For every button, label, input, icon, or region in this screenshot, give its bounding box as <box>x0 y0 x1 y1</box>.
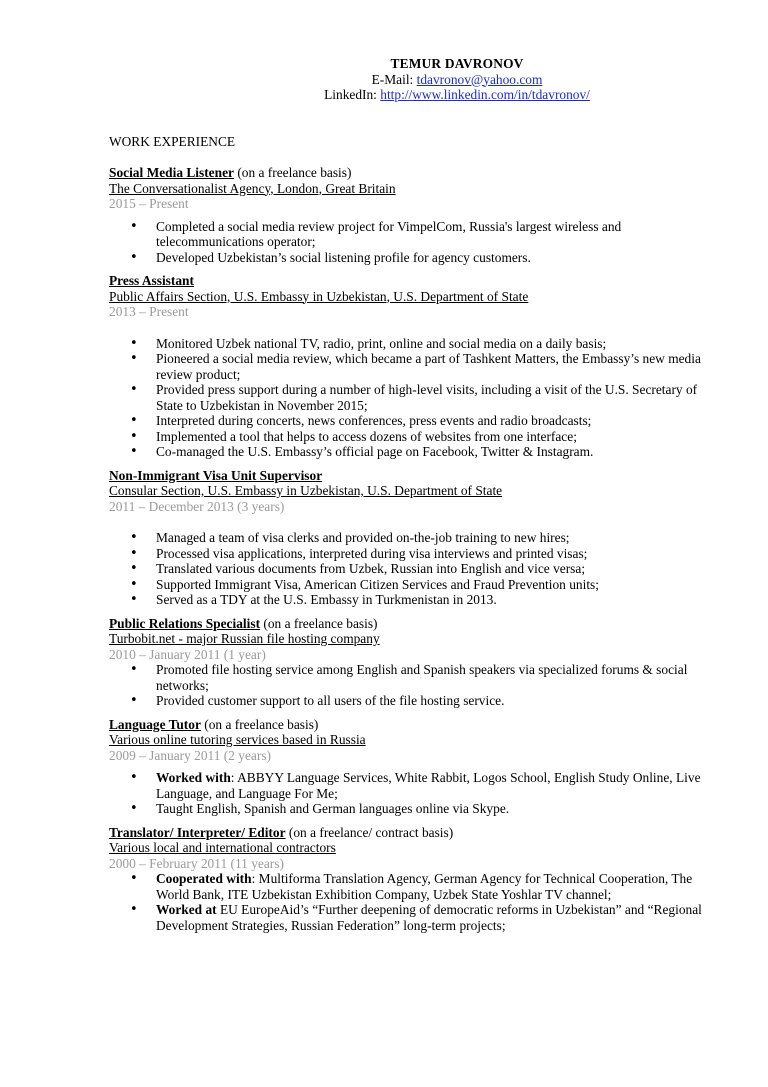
job-entry <box>109 825 715 934</box>
bullet-item: • Monitored Uzbek national TV, radio, print, online and social media on a daily basis; <box>109 336 715 352</box>
job-dates: 2010 – January 2011 (1 year) <box>109 646 266 662</box>
bullet-item: • Pioneered a social media review, which became a part of Tashkent Matters, the Embassy’s new media review product; <box>109 351 715 382</box>
job-organization: The Conversationalist Agency, London, Great Britain <box>109 180 396 196</box>
linkedin-line <box>199 87 715 103</box>
bullet-item: • Implemented a tool that helps to access dozens of websites from one interface; <box>109 429 715 445</box>
bullet-item <box>109 902 715 933</box>
bullet-item: • Processed visa applications, interpreted during visa interviews and printed visas; <box>109 546 715 562</box>
job-basis-note: (on a freelance basis) <box>233 165 352 180</box>
linkedin-label: LinkedIn: <box>324 87 377 102</box>
job-entry <box>109 616 715 709</box>
candidate-name: TEMUR DAVRONOV <box>390 56 524 71</box>
job-list <box>109 165 715 933</box>
job-title-line <box>109 825 715 841</box>
job-dates: 2013 – Present <box>109 304 189 319</box>
job-organization: Turbobit.net - major Russian file hosting company <box>109 631 380 646</box>
job-organization: Various local and international contractors <box>109 840 336 855</box>
resume-page <box>109 56 715 941</box>
bullet-text: EU EuropeAid’s “Further deepening of democratic reforms in Uzbekistan” and “Regional Development Strategies, Russian Federation” long-term projects; <box>156 902 702 933</box>
job-organization: Various online tutoring services based in Russia <box>109 732 366 747</box>
job-bullet-list <box>109 662 715 709</box>
job-title-line <box>109 273 715 289</box>
job-title-line <box>109 165 715 181</box>
job-dates: 2009 – January 2011 (2 years) <box>109 747 272 763</box>
bullet-item: • Completed a social media review project for VimpelCom, Russia's largest wireless and telecommunications operator; <box>109 219 715 250</box>
job-role: Non-Immigrant Visa Unit Supervisor <box>109 467 323 483</box>
job-bullet-list <box>109 336 715 460</box>
bullet-item <box>109 770 715 801</box>
bullet-item <box>109 871 715 902</box>
email-label: E-Mail: <box>371 71 414 87</box>
email-line <box>199 72 715 88</box>
bullet-item: • Provided customer support to all users of the file hosting service. <box>109 693 715 709</box>
bullet-lead: Worked at <box>156 902 217 917</box>
job-entry <box>109 468 715 608</box>
job-entry <box>109 717 715 817</box>
job-dates: 2000 – February 2011 (11 years) <box>109 855 284 871</box>
job-entry <box>109 165 715 265</box>
job-title-line <box>109 717 715 733</box>
bullet-item: • Developed Uzbekistan’s social listening profile for agency customers. <box>109 250 715 266</box>
bullet-item: • Supported Immigrant Visa, American Citizen Services and Fraud Prevention units; <box>109 577 715 593</box>
job-bullet-list <box>109 219 715 266</box>
bullet-lead: Worked with <box>156 770 231 785</box>
job-basis-note: (on a freelance/ contract basis) <box>285 824 454 840</box>
bullet-item: • Served as a TDY at the U.S. Embassy in Turkmenistan in 2013. <box>109 592 715 608</box>
job-bullet-list <box>109 770 715 817</box>
linkedin-link[interactable]: http://www.linkedin.com/in/tdavronov/ <box>380 87 590 102</box>
bullet-item: • Taught English, Spanish and German languages online via Skype. <box>109 801 715 817</box>
job-role: Translator/ Interpreter/ Editor <box>109 824 286 840</box>
section-title: WORK EXPERIENCE <box>109 133 236 149</box>
job-organization: Consular Section, U.S. Embassy in Uzbekistan, U.S. Department of State <box>109 483 503 498</box>
job-title-line <box>109 616 715 632</box>
job-role: Language Tutor <box>109 716 201 732</box>
bullet-item: • Provided press support during a number of high-level visits, including a visit of the U.S. Secretary of State to Uzbekistan in November 2015; <box>109 382 715 413</box>
bullet-item: • Promoted file hosting service among English and Spanish speakers via specialized forums & social networks; <box>109 662 715 693</box>
job-basis-note: (on a freelance basis) <box>260 615 378 631</box>
job-role: Public Relations Specialist <box>109 615 261 631</box>
job-basis-note: (on a freelance basis) <box>200 716 319 732</box>
job-dates: 2011 – December 2013 (3 years) <box>109 498 285 514</box>
job-dates: 2015 – Present <box>109 196 189 211</box>
resume-header <box>199 56 715 103</box>
bullet-text: : Multiforma Translation Agency, German Agency for Technical Cooperation, The World Bank, ITE Uzbekistan Exhibition Company, Uzbek State Yoshlar TV channel; <box>156 871 693 902</box>
job-bullet-list <box>109 530 715 608</box>
bullet-item: • Co-managed the U.S. Embassy’s official page on Facebook, Twitter & Instagram. <box>109 444 715 460</box>
job-role: Social Media Listener <box>109 165 234 180</box>
email-link[interactable]: tdavronov@yahoo.com <box>416 71 543 87</box>
job-title-line <box>109 468 715 484</box>
job-role: Press Assistant <box>109 273 194 288</box>
job-bullet-list <box>109 871 715 933</box>
job-organization: Public Affairs Section, U.S. Embassy in Uzbekistan, U.S. Department of State <box>109 288 529 304</box>
bullet-lead: Cooperated with <box>156 871 252 886</box>
bullet-item: • Interpreted during concerts, news conferences, press events and radio broadcasts; <box>109 413 715 429</box>
bullet-item: • Translated various documents from Uzbek, Russian into English and vice versa; <box>109 561 715 577</box>
bullet-item: • Managed a team of visa clerks and provided on-the-job training to new hires; <box>109 530 715 546</box>
bullet-text: : ABBYY Language Services, White Rabbit, Logos School, English Study Online, Live Language, and Language For Me; <box>156 770 701 801</box>
job-entry <box>109 273 715 460</box>
